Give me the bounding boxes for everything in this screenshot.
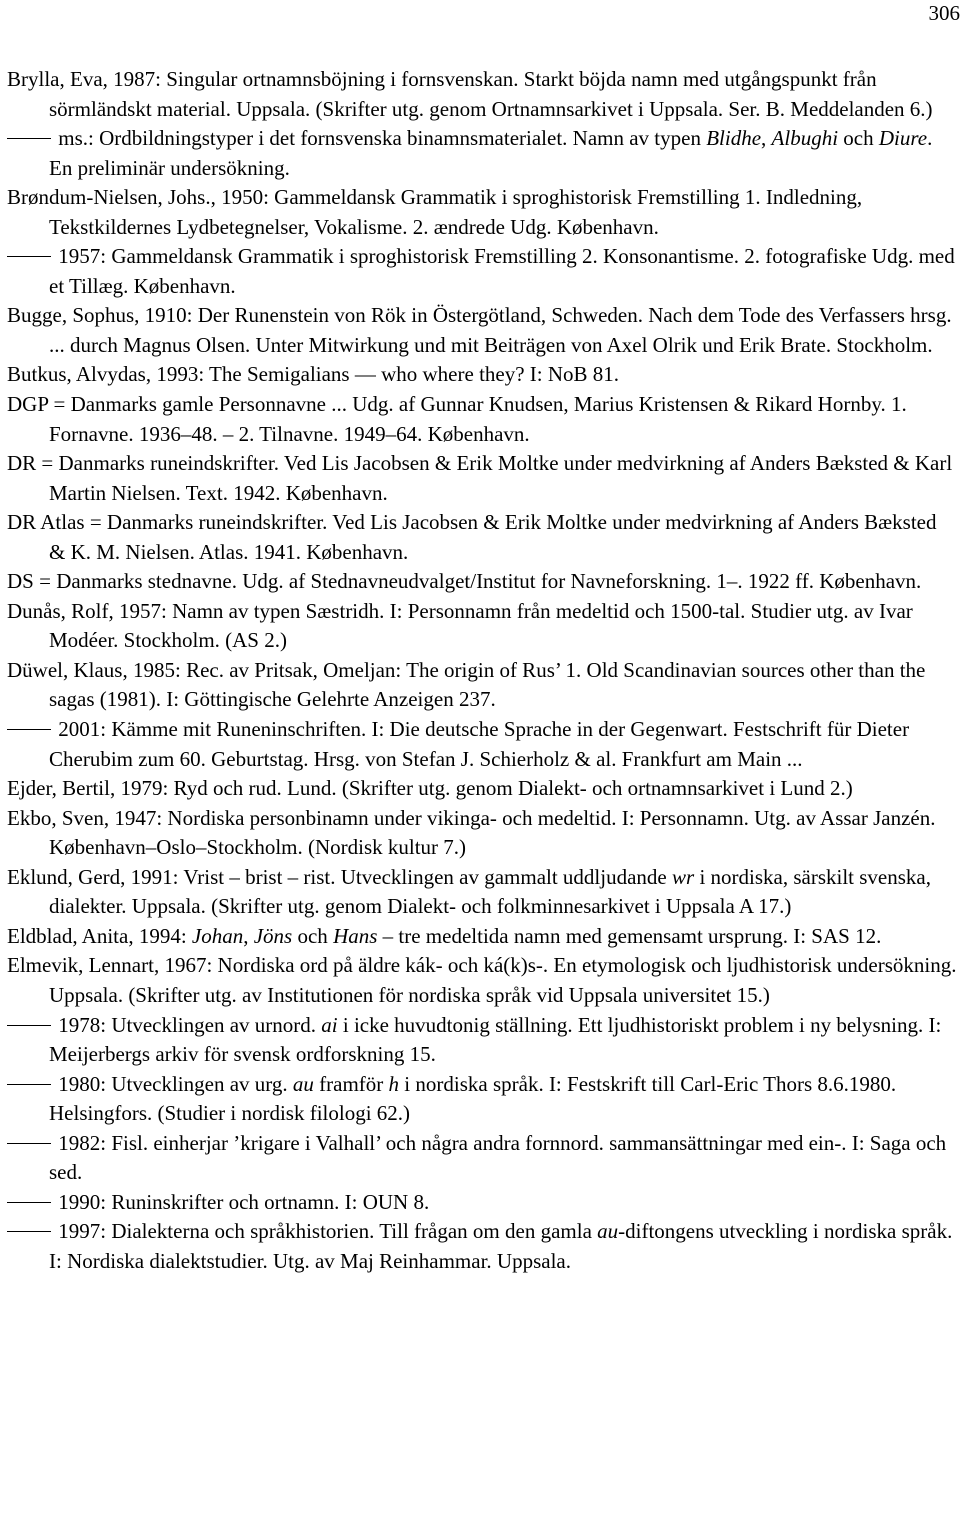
ditto-dash (7, 256, 51, 257)
italic-term: Johan (191, 923, 244, 948)
entry-text: Eldblad, Anita, 1994: (7, 923, 192, 948)
bibliography-entry (7, 449, 958, 508)
entry-text: och (292, 923, 334, 948)
entry-text: Brylla, Eva, 1987: Singular ortnamnsböjning i fornsvenskan. Starkt böjda namn med utgångspunkt från sörmländskt material. Uppsala. (Skrifter utg. genom Ortnamnsarkivet i Uppsala. Ser. B. Meddelanden 6.) (7, 67, 933, 121)
ditto-dash (7, 1025, 51, 1026)
entry-text: , (243, 923, 254, 948)
entry-text: Düwel, Klaus, 1985: Rec. av Pritsak, Omeljan: The origin of Rus’ 1. Old Scandinavian sources other than the sagas (1981). I: Göttingische Gelehrte Anzeigen 237. (7, 657, 926, 712)
italic-term: Jöns (253, 923, 293, 948)
italic-term: au (292, 1071, 314, 1096)
entry-text: 1997: Dialekterna och språkhistorien. Till frågan om den gamla (53, 1219, 598, 1244)
entry-text: Ejder, Bertil, 1979: Ryd och rud. Lund. (Skrifter utg. genom Dialekt- och ortnamnsarkivet i Lund 2.) (7, 776, 853, 801)
ditto-dash (7, 1202, 51, 1203)
bibliography-entry (7, 1217, 958, 1276)
entry-text: DGP = Danmarks gamle Personnavne ... Udg. af Gunnar Knudsen, Marius Kristensen & Rikard Hornby. 1. Fornavne. 1936–48. – 2. Tilnavne. 1949–64. København. (7, 392, 907, 446)
entry-text: – tre medeltida namn med gemensamt ursprung. I: SAS 12. (377, 923, 882, 948)
entry-text: i nordiska, särskilt svenska, dialekter. Uppsala. (Skrifter utg. genom Dialekt- och folkminnesarkivet i Uppsala A 17.) (49, 864, 931, 919)
bibliography-entry (7, 774, 958, 804)
bibliography-entry (7, 65, 958, 124)
bibliography-entry (7, 951, 958, 1010)
bibliography-entry (7, 360, 958, 390)
bibliography-entry (7, 567, 958, 597)
bibliography-entry (7, 390, 958, 449)
italic-term: Hans (333, 923, 378, 948)
bibliography-entry (7, 183, 958, 242)
bibliography-entry (7, 715, 958, 774)
entry-text: Butkus, Alvydas, 1993: The Semigalians — who where they? I: NoB 81. (7, 362, 620, 387)
ditto-dash (7, 1231, 51, 1232)
ditto-dash (7, 1084, 51, 1085)
bibliography-entry (7, 804, 958, 863)
italic-term: ai (321, 1012, 338, 1037)
entry-text: 1990: Runinskrifter och ortnamn. I: OUN 8. (53, 1189, 430, 1214)
italic-term: Albughi (771, 126, 839, 151)
entry-text: 1982: Fisl. einherjar ’krigare i Valhall’ och några andra fornnord. sammansättningar med ein-. I: Saga och sed. (49, 1130, 947, 1185)
entry-text: , (761, 126, 772, 151)
ditto-dash (7, 138, 51, 139)
entry-text: Dunås, Rolf, 1957: Namn av typen Sæstridh. I: Personnamn från medeltid och 1500-tal. Studier utg. av Ivar Modéer. Stockholm. (AS 2.) (7, 598, 913, 653)
bibliography-entry (7, 1011, 958, 1070)
bibliography-entry (7, 597, 958, 656)
italic-term: Blidhe (706, 126, 762, 151)
page-number: 306 (928, 1, 960, 25)
entry-text: 1980: Utvecklingen av urg. (53, 1071, 293, 1096)
entry-text: DS = Danmarks stednavne. Udg. af Stednavneudvalget/Institut for Navneforskning. 1–. 1922 ff. København. (7, 569, 922, 594)
ditto-dash (7, 729, 51, 730)
entry-text: Bugge, Sophus, 1910: Der Runenstein von Rök in Östergötland, Schweden. Nach dem Tode des Verfassers hrsg. ... durch Magnus Olsen. Unter Mitwirkung und mit Beiträgen von Axel Olrik und Erik Brate. Stockholm. (7, 303, 952, 357)
entry-text: 1978: Utvecklingen av urnord. (53, 1012, 322, 1037)
entry-text: 2001: Kämme mit Runeninschriften. I: Die deutsche Sprache in der Gegenwart. Festschrift für Dieter Cherubim zum 60. Geburtstag. Hrsg. von Stefan J. Schierholz & al. Frankfurt am Main ... (49, 717, 910, 771)
bibliography-entry (7, 301, 958, 360)
bibliography-entry (7, 1188, 958, 1218)
italic-term: Diure (878, 126, 928, 151)
italic-term: wr (672, 864, 695, 889)
entry-text: och (838, 126, 879, 151)
entry-text: DR = Danmarks runeindskrifter. Ved Lis Jacobsen & Erik Moltke under medvirkning af Anders Bæksted & Karl Martin Nielsen. Text. 1942. København. (7, 451, 953, 505)
bibliography-entry (7, 863, 958, 922)
entry-text: i nordiska språk. I: Festskrift till Carl-Eric Thors 8.6.1980. Helsingfors. (Studier i nordisk filologi 62.) (49, 1071, 897, 1126)
entry-text: Elmevik, Lennart, 1967: Nordiska ord på äldre kák- och ká(k)s-. En etymologisk och ljudhistorisk undersökning. Uppsala. (Skrifter utg. av Institutionen för nordiska språk vid Uppsala universitet 15.) (7, 953, 957, 1007)
bibliography-entry (7, 1070, 958, 1129)
bibliography-entry (7, 656, 958, 715)
bibliography-entry (7, 124, 958, 183)
ditto-dash (7, 1143, 51, 1144)
bibliography-entry (7, 1129, 958, 1188)
italic-term: au (597, 1219, 619, 1244)
entry-text: framför (313, 1071, 389, 1096)
entry-text: Eklund, Gerd, 1991: Vrist – brist – rist. Utvecklingen av gammalt uddljudande (7, 864, 672, 889)
entry-text: DR Atlas = Danmarks runeindskrifter. Ved Lis Jacobsen & Erik Moltke under medvirkning af Anders Bæksted & K. M. Nielsen. Atlas. 1941. København. (7, 510, 937, 564)
entry-text: Brøndum-Nielsen, Johs., 1950: Gammeldansk Grammatik i sproghistorisk Fremstilling 1. Indledning, Tekstkildernes Lydbetegnelser, Vokalisme. 2. ændrede Udg. København. (7, 185, 863, 239)
entry-text: i icke huvudtonig ställning. Ett ljudhistoriskt problem i ny belysning. I: Meijerbergs arkiv för svensk ordforskning 15. (49, 1012, 942, 1067)
italic-term: h (388, 1071, 400, 1096)
entry-text: ms.: Ordbildningstyper i det fornsvenska binamnsmaterialet. Namn av typen (53, 126, 707, 151)
entry-text: 1957: Gammeldansk Grammatik i sproghistorisk Fremstilling 2. Konsonantisme. 2. fotografiske Udg. med et Tillæg. København. (49, 244, 955, 298)
bibliography-entry (7, 922, 958, 952)
bibliography-entry (7, 242, 958, 301)
entry-text: -diftongens utveckling i nordiska språk. I: Nordiska dialektstudier. Utg. av Maj Reinhammar. Uppsala. (49, 1219, 953, 1273)
entry-text: . En preliminär undersökning. (49, 126, 933, 180)
bibliography-entry (7, 508, 958, 567)
bibliography-list (7, 65, 958, 1276)
entry-text: Ekbo, Sven, 1947: Nordiska personbinamn under vikinga- och medeltid. I: Personnamn. Utg. av Assar Janzén. København–Oslo–Stockholm. (Nordisk kultur 7.) (7, 805, 936, 860)
